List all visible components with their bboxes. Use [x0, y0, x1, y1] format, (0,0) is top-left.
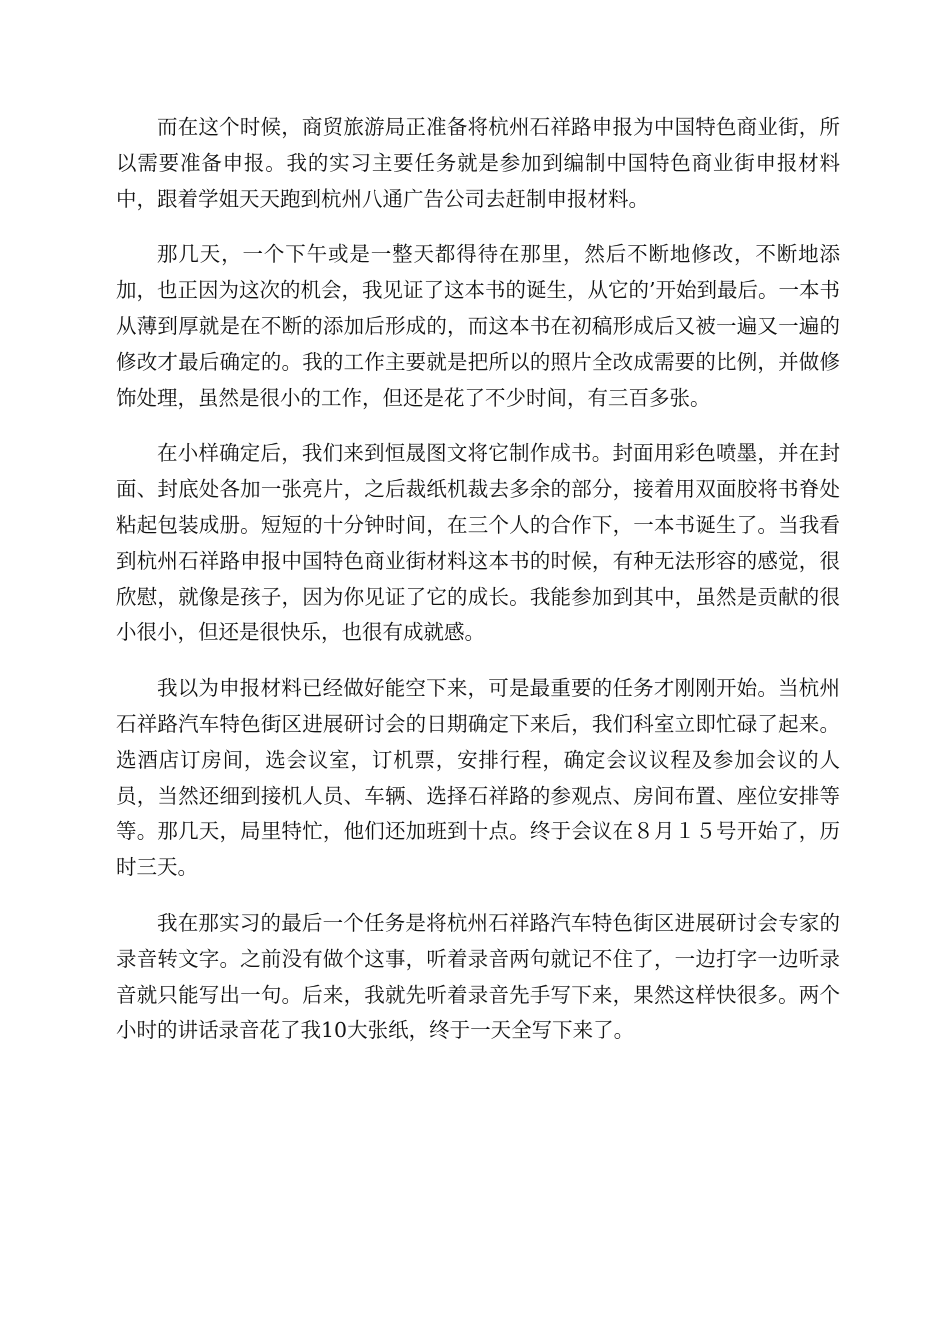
paragraph-2: 那几天，一个下午或是一整天都得待在那里，然后不断地修改，不断地添加，也正因为这次的机会，我见证了这本书的诞生，从它的’开始到最后。一本书从薄到厚就是在不断的添加后形成的，而这本书在初稿形成后又被一遍又一遍的修改才最后确定的。我的工作主要就是把所以的照片全改成需要的比例，并做修饰处理，虽然是很小的工作，但还是花了不少时间，有三百多张。	[116, 242, 841, 410]
paragraph-5: 我在那实习的最后一个任务是将杭州石祥路汽车特色街区进展研讨会专家的录音转文字。之前没有做个这事，听着录音两句就记不住了，一边打字一边听录音就只能写出一句。后来，我就先听着录音先手写下来，果然这样快很多。两个小时的讲话录音花了我10大张纸，终于一天全写下来了。	[116, 910, 840, 1043]
document-body	[116, 110, 840, 1069]
paragraph-1: 而在这个时候，商贸旅游局正准备将杭州石祥路申报为中国特色商业街，所以需要准备申报。我的实习主要任务就是参加到编制中国特色商业街申报材料中，跟着学姐天天跑到杭州八通广告公司去赶制申报材料。	[116, 115, 840, 211]
paragraph-3: 在小样确定后，我们来到恒晟图文将它制作成书。封面用彩色喷墨，并在封面、封底处各加一张亮片，之后裁纸机裁去多余的部分，接着用双面胶将书脊处粘起包装成册。短短的十分钟时间，在三个人的合作下，一本书诞生了。当我看到杭州石祥路申报中国特色商业街材料这本书的时候，有种无法形容的感觉，很欣慰，就像是孩子，因为你见证了它的成长。我能参加到其中，虽然是贡献的很小很小，但还是很快乐，也很有成就感。	[116, 441, 840, 645]
paragraph-4: 我以为申报材料已经做好能空下来，可是最重要的任务才刚刚开始。当杭州石祥路汽车特色街区进展研讨会的日期确定下来后，我们科室立即忙碌了起来。选酒店订房间，选会议室，订机票，安排行程，确定会议议程及参加会议的人员，当然还细到接机人员、车辆、选择石祥路的参观点、房间布置、座位安排等等。那几天，局里特忙，他们还加班到十点。终于会议在８月１５号开始了，历时三天。	[116, 676, 840, 880]
